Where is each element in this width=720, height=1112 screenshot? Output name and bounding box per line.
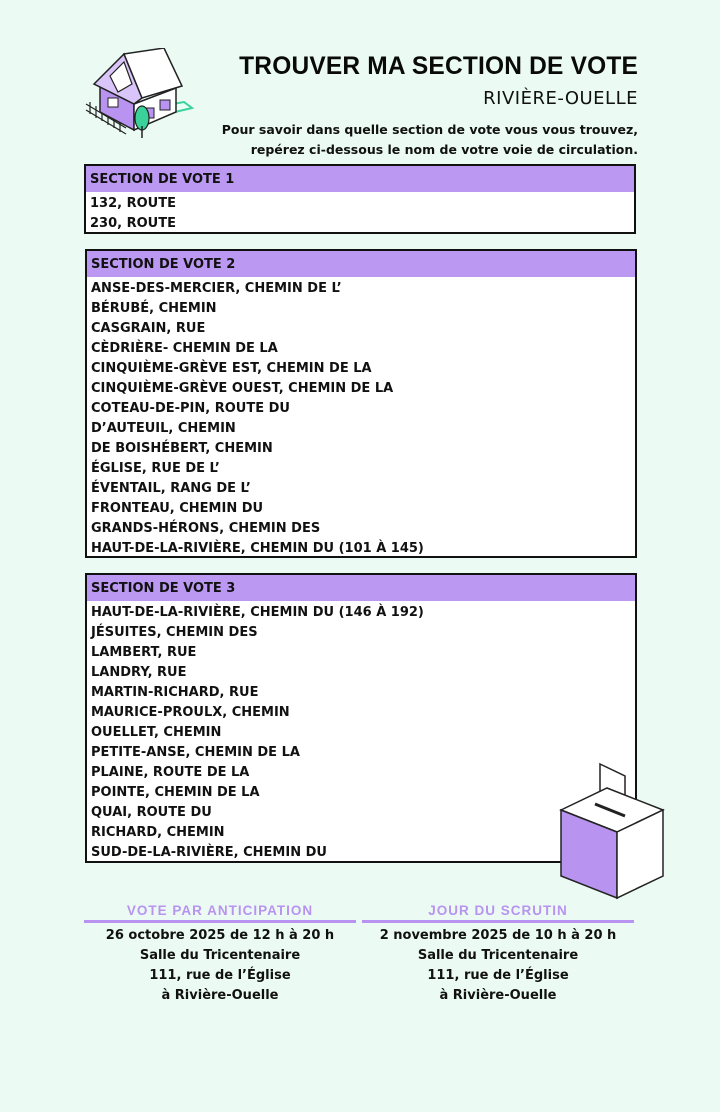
advance-vote-date: 26 octobre 2025 de 12 h à 20 h: [105, 928, 335, 943]
street-item: PLAINE, ROUTE DE LA: [91, 765, 250, 780]
divider: [84, 920, 356, 923]
street-item: QUAI, ROUTE DU: [91, 805, 212, 820]
street-item: CINQUIÈME-GRÈVE EST, CHEMIN DE LA: [91, 361, 372, 376]
advance-vote-address: 111, rue de l’Église: [149, 968, 291, 983]
street-item: JÉSUITES, CHEMIN DES: [91, 625, 258, 640]
street-item: 132, ROUTE: [90, 196, 176, 211]
section-title: SECTION DE VOTE 2: [87, 251, 635, 277]
street-list: [86, 192, 634, 234]
election-day-info: [360, 902, 636, 1006]
advance-vote-city: à Rivière-Ouelle: [161, 988, 279, 1003]
street-item: CÈDRIÈRE- CHEMIN DE LA: [91, 341, 278, 356]
street-item: HAUT-DE-LA-RIVIÈRE, CHEMIN DU (101 À 145): [91, 541, 424, 556]
section-vote-1: [84, 164, 636, 234]
street-item: COTEAU-DE-PIN, ROUTE DU: [91, 401, 290, 416]
street-item: CINQUIÈME-GRÈVE OUEST, CHEMIN DE LA: [91, 381, 394, 396]
election-day-date: 2 novembre 2025 de 10 h à 20 h: [379, 928, 617, 943]
street-list: [87, 601, 635, 863]
street-item: GRANDS-HÉRONS, CHEMIN DES: [91, 521, 321, 536]
page-title: TROUVER MA SECTION DE VOTE: [239, 52, 638, 80]
street-item: HAUT-DE-LA-RIVIÈRE, CHEMIN DU (146 À 192): [91, 605, 424, 620]
street-item: MARTIN-RICHARD, RUE: [91, 685, 259, 700]
street-item: POINTE, CHEMIN DE LA: [91, 785, 260, 800]
section-title: SECTION DE VOTE 1: [86, 166, 634, 192]
street-list: [87, 277, 635, 559]
street-item: LAMBERT, RUE: [91, 645, 197, 660]
street-item: DE BOISHÉBERT, CHEMIN: [91, 441, 273, 456]
house-icon: [80, 48, 200, 140]
street-item: FRONTEAU, CHEMIN DU: [91, 501, 264, 516]
street-item: LANDRY, RUE: [91, 665, 187, 680]
election-day-venue: Salle du Tricentenaire: [417, 948, 579, 963]
advance-vote-label: VOTE PAR ANTICIPATION: [126, 903, 314, 918]
advance-vote-venue: Salle du Tricentenaire: [139, 948, 301, 963]
ballot-box-icon: [555, 760, 667, 900]
divider: [362, 920, 634, 923]
election-day-city: à Rivière-Ouelle: [439, 988, 557, 1003]
street-item: RICHARD, CHEMIN: [91, 825, 225, 840]
street-item: ANSE-DES-MERCIER, CHEMIN DE L’: [91, 281, 342, 296]
street-item: ÉVENTAIL, RANG DE L’: [91, 481, 251, 496]
street-item: OUELLET, CHEMIN: [91, 725, 222, 740]
street-item: SUD-DE-LA-RIVIÈRE, CHEMIN DU: [91, 845, 327, 860]
election-day-address: 111, rue de l’Église: [427, 968, 569, 983]
street-item: ÉGLISE, RUE DE L’: [91, 461, 220, 476]
street-item: BÉRUBÉ, CHEMIN: [91, 301, 217, 316]
street-item: PETITE-ANSE, CHEMIN DE LA: [91, 745, 300, 760]
election-day-label: JOUR DU SCRUTIN: [428, 903, 568, 918]
street-item: CASGRAIN, RUE: [91, 321, 206, 336]
street-item: 230, ROUTE: [90, 216, 176, 231]
municipality-name: RIVIÈRE-OUELLE: [483, 88, 638, 109]
street-item: MAURICE-PROULX, CHEMIN: [91, 705, 290, 720]
section-title: SECTION DE VOTE 3: [87, 575, 635, 601]
advance-vote-info: [82, 902, 358, 1006]
street-item: D’AUTEUIL, CHEMIN: [91, 421, 236, 436]
section-vote-2: [85, 249, 637, 558]
intro-text: Pour savoir dans quelle section de vote vous vous trouvez, repérez ci-dessous le nom de votre voie de circulation.: [221, 122, 638, 157]
